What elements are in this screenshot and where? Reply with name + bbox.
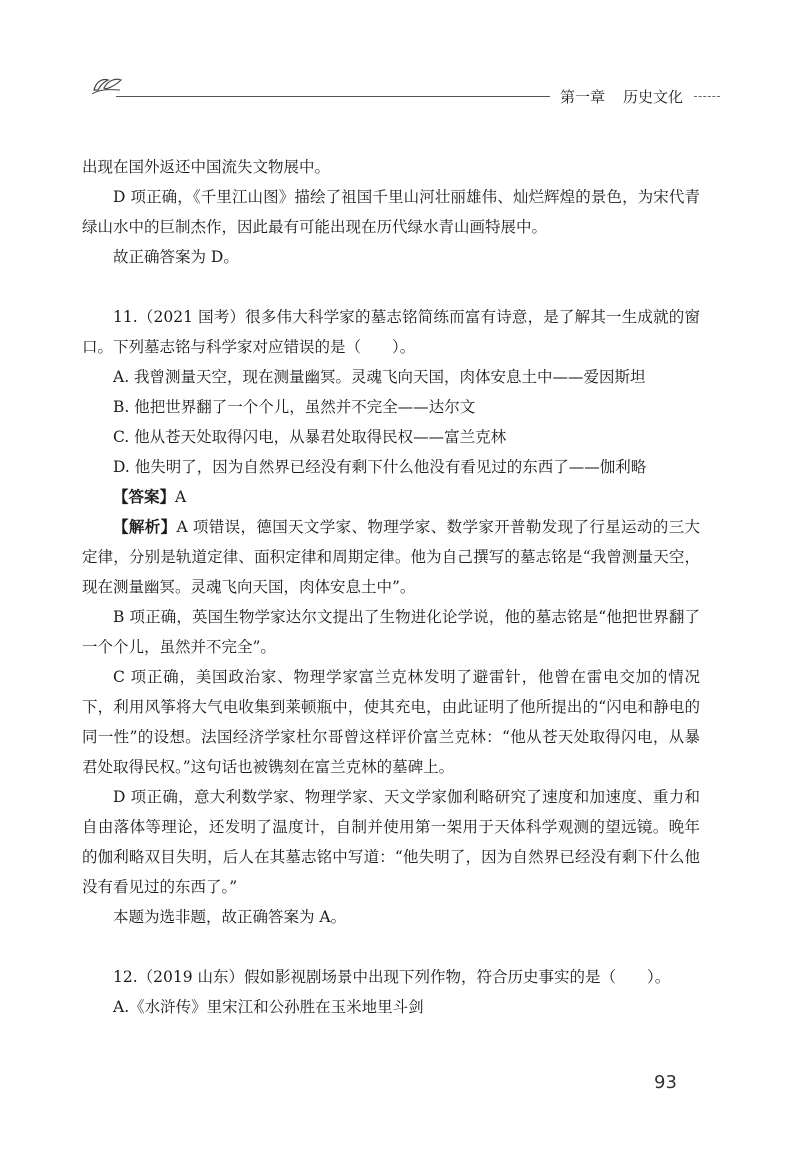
question-11-analysis-c: C 项正确，美国政治家、物理学家富兰克林发明了避雷针，他曾在雷电交加的情况下，利用风筝将大气电收集到莱顿瓶中，使其充电，由此证明了他所提出的“闪电和静电的同一性”的设想。法国经济学家杜尔哥曾这样评价富兰克林：“他从苍天处取得闪电，从暴君处取得民权。”这句话也被镌刻在富兰克林的墓碑上。 xyxy=(82,668,700,776)
question-12-stem: 12.（2019 山东）假如影视剧场景中出现下列作物，符合历史事实的是（ ）。 xyxy=(113,968,671,986)
question-11-option-b: B. 他把世界翻了一个个儿，虽然并不完全——达尔文 xyxy=(113,398,476,416)
analysis-label: 【解析】 xyxy=(113,517,177,536)
question-11-analysis-d: D 项正确，意大利数学家、物理学家、天文学家伽利略研究了速度和加速度、重力和自由落体等理论，还发明了温度计，自制并使用第一架用于天体科学观测的望远镜。晚年的伽利略双目失明，后人在其墓志铭中写道：“他失明了，因为自然界已经没有剩下什么他没有看见过的东西了。” xyxy=(82,788,700,896)
header-rule-right xyxy=(694,96,720,97)
question-11-option-c: C. 他从苍天处取得闪电，从暴君处取得民权——富兰克林 xyxy=(113,428,507,446)
paragraph-answer: 故正确答案为 D。 xyxy=(113,248,239,266)
page-number: 93 xyxy=(654,1072,677,1093)
answer-label: 【答案】 xyxy=(113,487,176,506)
chapter-title: 历史文化 xyxy=(623,88,684,106)
question-11-option-a: A. 我曾测量天空，现在测量幽冥。灵魂飞向天国，肉体安息土中——爱因斯坦 xyxy=(113,368,646,386)
question-11-conclusion: 本题为选非题，故正确答案为 A。 xyxy=(113,908,347,926)
paragraph-option-d: D 项正确，《千里江山图》描绘了祖国千里山河壮丽雄伟、灿烂辉煌的景色，为宋代青绿山水中的巨制杰作，因此最有可能出现在历代绿水青山画特展中。 xyxy=(82,188,700,236)
header-rule-left xyxy=(116,96,550,97)
analysis-text-a: A 项错误，德国天文学家、物理学家、数学家开普勒发现了行星运动的三大定律，分别是轨道定律、面积定律和周期定律。他为自己撰写的墓志铭是“我曾测量天空，现在测量幽冥。灵魂飞向天国，肉体安息土中”。 xyxy=(82,518,700,596)
running-header xyxy=(90,74,720,114)
question-11-analysis-b: B 项正确，英国生物学家达尔文提出了生物进化论学说，他的墓志铭是“他把世界翻了一个个儿，虽然并不完全”。 xyxy=(82,608,700,656)
leaf-ornament-icon xyxy=(90,74,124,96)
chapter-number: 第一章 xyxy=(560,88,606,106)
paragraph-continuation: 出现在国外返还中国流失文物展中。 xyxy=(82,158,331,176)
question-11-answer xyxy=(82,482,700,512)
question-11-analysis-a xyxy=(82,512,700,602)
question-11-stem: 11.（2021 国考）很多伟大科学家的墓志铭简练而富有诗意，是了解其一生成就的窗口。下列墓志铭与科学家对应错误的是（ ）。 xyxy=(82,308,700,356)
question-11-option-d: D. 他失明了，因为自然界已经没有剩下什么他没有看见过的东西了——伽利略 xyxy=(113,458,647,476)
question-12-option-a: A.《水浒传》里宋江和公孙胜在玉米地里斗剑 xyxy=(113,998,424,1016)
chapter-heading xyxy=(560,86,683,107)
page-content xyxy=(82,152,700,1022)
answer-value: A xyxy=(175,488,187,506)
